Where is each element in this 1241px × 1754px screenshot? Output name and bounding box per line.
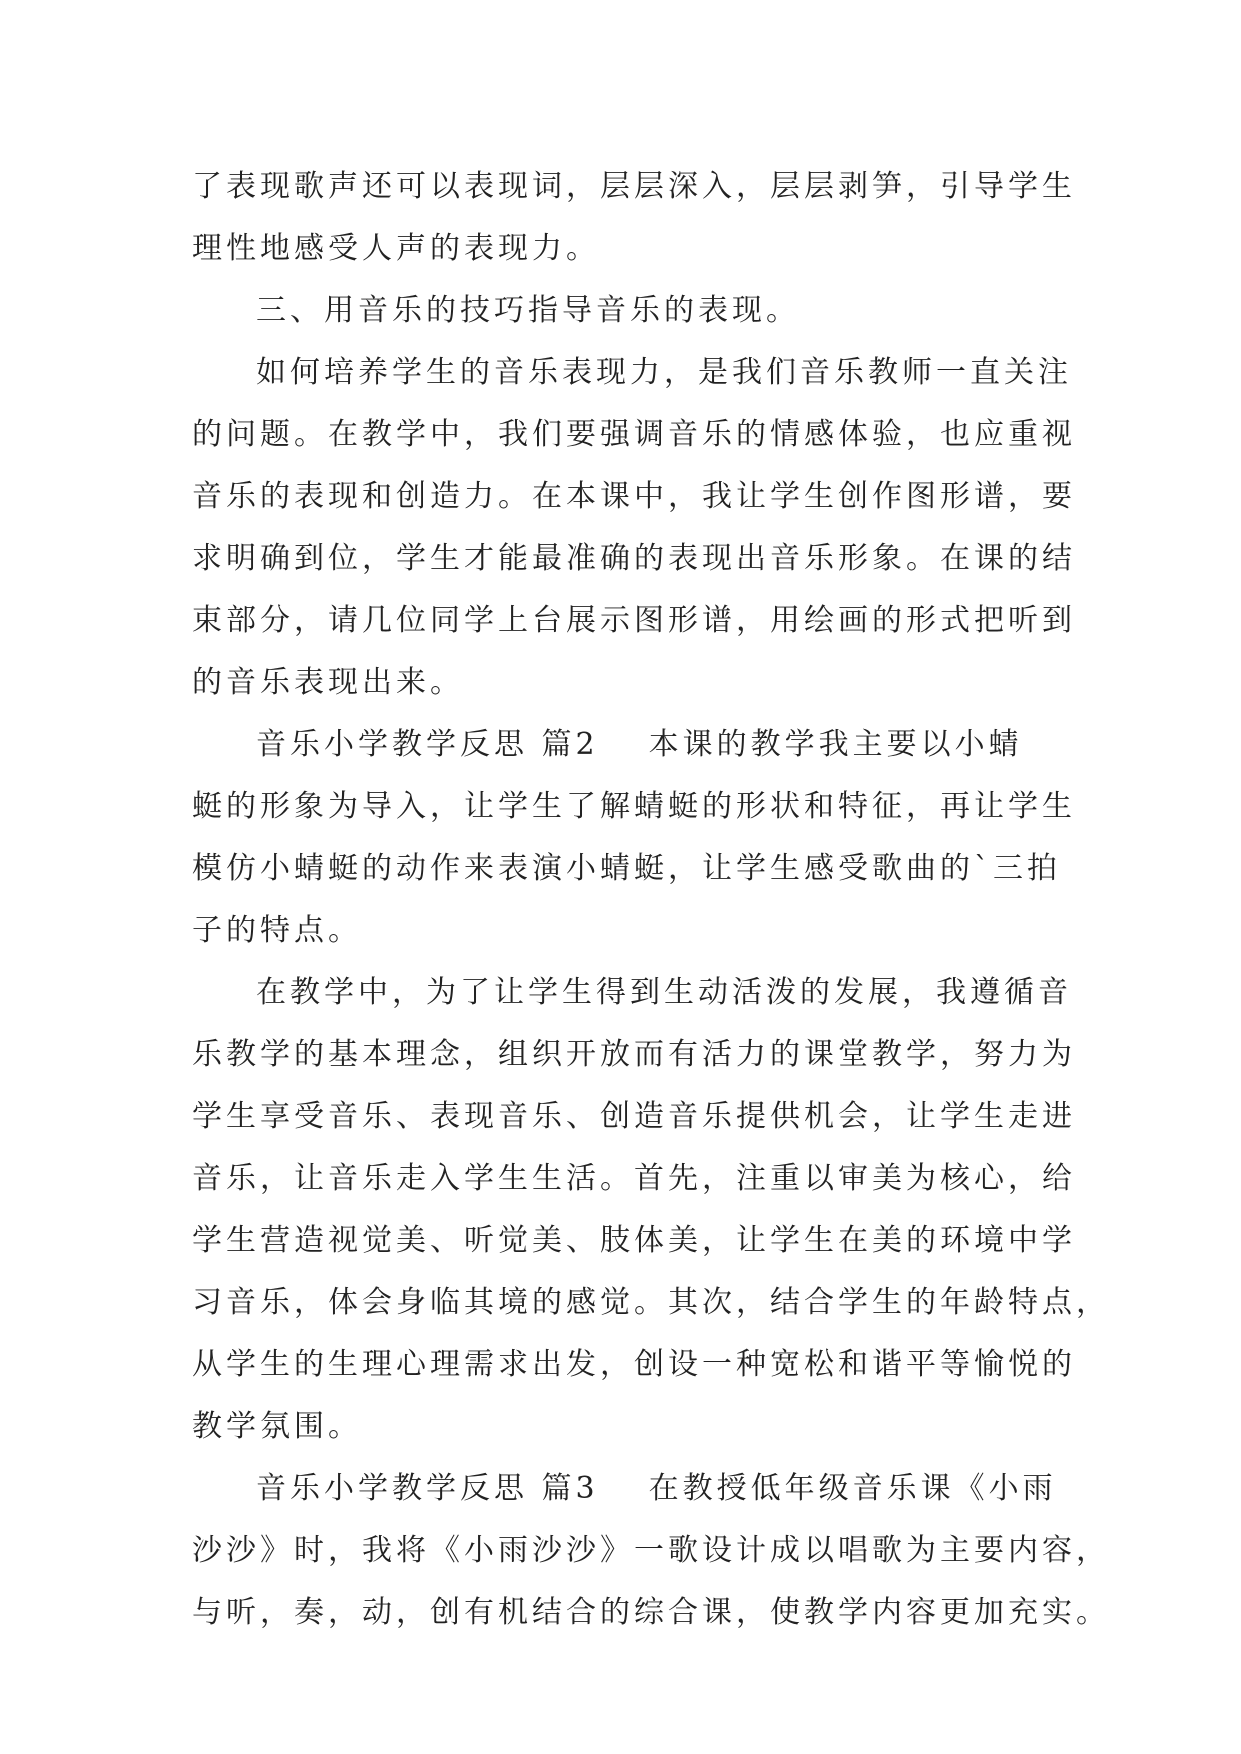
text-line: 习音乐，体会身临其境的感觉。其次，结合学生的年龄特点，	[192, 1285, 1110, 1320]
article-heading-line	[192, 1458, 1058, 1520]
text-line: 求明确到位，学生才能最准确的表现出音乐形象。在课的结	[192, 541, 1076, 576]
article-heading-line	[192, 714, 1058, 776]
section-heading: 三、用音乐的技巧指导音乐的表现。	[256, 293, 800, 328]
text-line: 学生享受音乐、表现音乐、创造音乐提供机会，让学生走进	[192, 1099, 1076, 1134]
article-text-start: 本课的教学我主要以小蜻	[648, 727, 1023, 762]
text-line: 音乐，让音乐走入学生生活。首先，注重以审美为核心，给	[192, 1161, 1076, 1196]
text-line: 理性地感受人声的表现力。	[192, 231, 600, 266]
text-line: 的音乐表现出来。	[192, 665, 464, 700]
text-line: 与听，奏，动，创有机结合的综合课，使教学内容更加充实。	[192, 1595, 1110, 1630]
text-line: 了表现歌声还可以表现词，层层深入，层层剥笋，引导学生	[192, 169, 1076, 204]
text-line: 蜓的形象为导入，让学生了解蜻蜓的形状和特征，再让学生	[192, 789, 1076, 824]
text-line: 模仿小蜻蜓的动作来表演小蜻蜓，让学生感受歌曲的`三拍	[192, 851, 1061, 886]
text-line: 束部分，请几位同学上台展示图形谱，用绘画的形式把听到	[192, 603, 1076, 638]
article-title: 音乐小学教学反思 篇2	[256, 727, 599, 762]
text-line: 音乐的表现和创造力。在本课中，我让学生创作图形谱，要	[192, 479, 1076, 514]
document-body	[192, 156, 1110, 1644]
paragraph-first-line: 在教学中，为了让学生得到生动活泼的发展，我遵循音	[256, 975, 1072, 1010]
text-line: 子的特点。	[192, 913, 362, 948]
article-text-start: 在教授低年级音乐课《小雨	[648, 1471, 1057, 1506]
text-line: 的问题。在教学中，我们要强调音乐的情感体验，也应重视	[192, 417, 1076, 452]
text-line: 学生营造视觉美、听觉美、肢体美，让学生在美的环境中学	[192, 1223, 1076, 1258]
text-line: 教学氛围。	[192, 1409, 362, 1444]
article-title: 音乐小学教学反思 篇3	[256, 1471, 599, 1506]
text-line: 乐教学的基本理念，组织开放而有活力的课堂教学，努力为	[192, 1037, 1076, 1072]
text-line: 从学生的生理心理需求出发，创设一种宽松和谐平等愉悦的	[192, 1347, 1076, 1382]
text-line: 沙沙》时，我将《小雨沙沙》一歌设计成以唱歌为主要内容，	[192, 1533, 1110, 1568]
paragraph-first-line: 如何培养学生的音乐表现力，是我们音乐教师一直关注	[256, 355, 1072, 390]
